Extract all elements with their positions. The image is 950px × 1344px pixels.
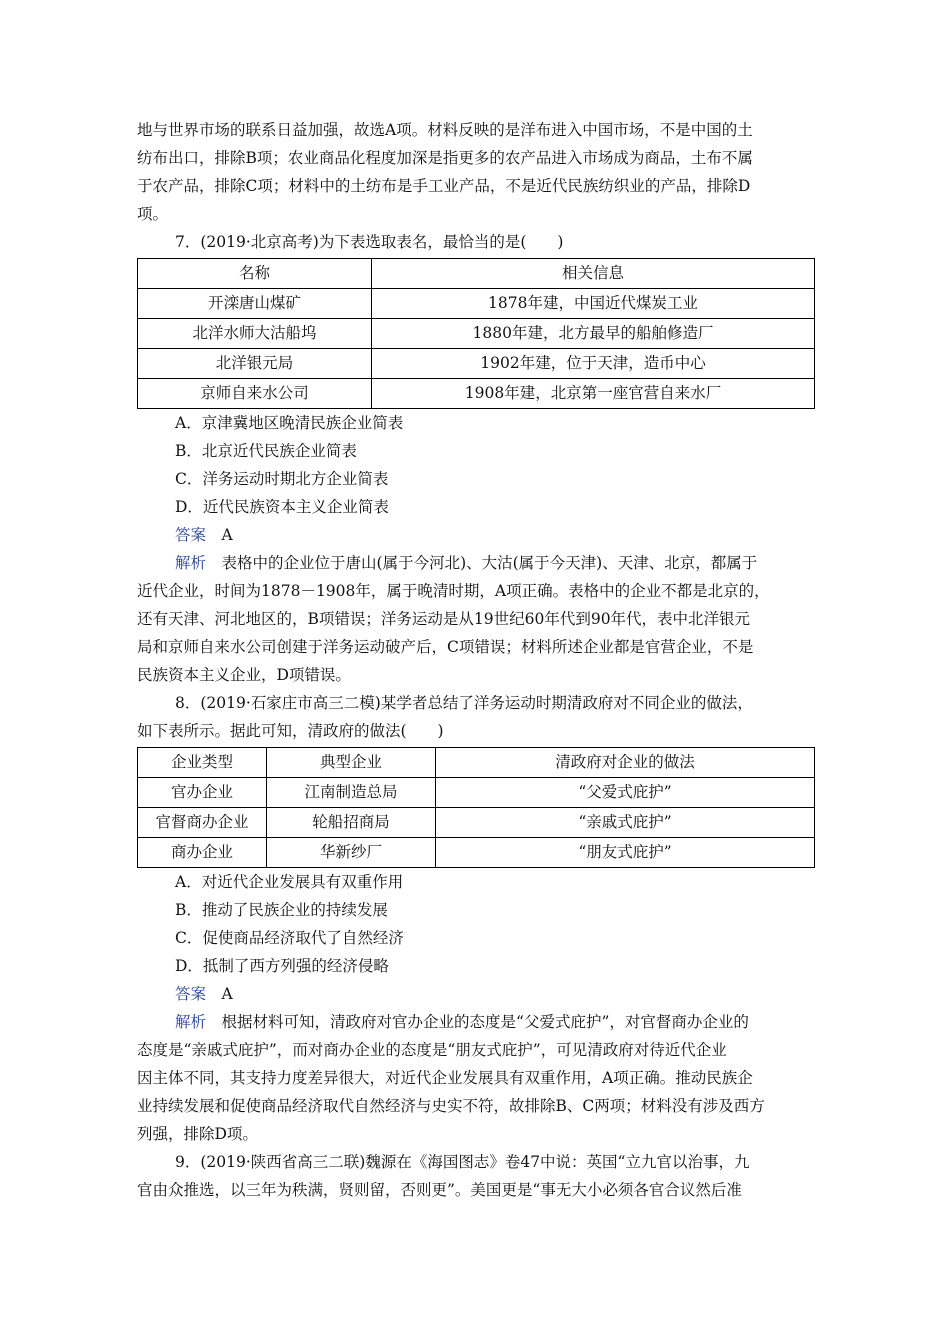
table-cell: 江南制造总局 (267, 778, 436, 808)
table-cell: 官办企业 (138, 778, 267, 808)
intro-line: 地与世界市场的联系日益加强，故选A项。材料反映的是洋布进入中国市场，不是中国的土 (137, 121, 753, 139)
answer-value: A (221, 526, 233, 544)
q8-option-a: A．对近代企业发展具有双重作用 (175, 873, 404, 891)
q7-stem: 7．(2019·北京高考)为下表选取表名，最恰当的是( ) (175, 233, 564, 251)
q8-table (137, 747, 815, 868)
table-row (138, 349, 815, 379)
q7-analysis-line: 近代企业，时间为1878－1908年，属于晚清时期，A项正确。表格中的企业不都是北京的， (137, 582, 770, 600)
table-cell: 1880年建，北方最早的船舶修造厂 (372, 319, 815, 349)
table-header-cell: 企业类型 (138, 748, 267, 778)
q9-stem: 9．(2019·陕西省高三二联)魏源在《海国图志》卷47中说：英国“立九官以治事，九 (175, 1153, 750, 1171)
q7-answer (137, 521, 815, 549)
q8-analysis-line: 态度是“亲戚式庇护”，而对商办企业的态度是“朋友式庇护”，可见清政府对待近代企业 (137, 1041, 727, 1059)
q9-stem: 官由众推选，以三年为秩满，贤则留，否则更”。美国更是“事无大小必须各官合议然后准 (137, 1181, 742, 1199)
table-header-row (138, 748, 815, 778)
table-cell: 1902年建，位于天津，造币中心 (372, 349, 815, 379)
analysis-text: 根据材料可知，清政府对官办企业的态度是“父爱式庇护”，对官督商办企业的 (221, 1013, 749, 1031)
q8-option-d: D．抵制了西方列强的经济侵略 (175, 957, 389, 975)
q8-option-c: C．促使商品经济取代了自然经济 (175, 929, 404, 947)
table-cell: 京师自来水公司 (138, 379, 372, 409)
table-header-cell: 清政府对企业的做法 (436, 748, 815, 778)
table-cell: 华新纱厂 (267, 838, 436, 868)
table-cell: “朋友式庇护” (436, 838, 815, 868)
q7-option-d: D．近代民族资本主义企业简表 (175, 498, 389, 516)
table-cell: 1878年建，中国近代煤炭工业 (372, 289, 815, 319)
q8-answer (137, 980, 815, 1008)
table-header-cell: 典型企业 (267, 748, 436, 778)
table-row (138, 319, 815, 349)
table-row (138, 838, 815, 868)
table-cell: 轮船招商局 (267, 808, 436, 838)
answer-value: A (221, 985, 233, 1003)
table-cell: “父爱式庇护” (436, 778, 815, 808)
table-row (138, 808, 815, 838)
table-cell: 北洋银元局 (138, 349, 372, 379)
q7-option-c: C．洋务运动时期北方企业简表 (175, 470, 389, 488)
q7-analysis-line (137, 549, 815, 577)
analysis-text: 表格中的企业位于唐山(属于今河北)、大沽(属于今天津)、天津、北京，都属于 (221, 554, 758, 572)
q7-analysis-line: 民族资本主义企业，D项错误。 (137, 666, 351, 684)
analysis-label: 解析 (175, 1013, 207, 1031)
table-cell: 1908年建，北京第一座官营自来水厂 (372, 379, 815, 409)
table-row (138, 778, 815, 808)
answer-label: 答案 (175, 526, 207, 544)
table-cell: “亲戚式庇护” (436, 808, 815, 838)
table-header-cell: 相关信息 (372, 259, 815, 289)
table-row (138, 379, 815, 409)
intro-line: 于农产品，排除C项；材料中的土纺布是手工业产品，不是近代民族纺织业的产品，排除D (137, 177, 751, 195)
q7-table (137, 258, 815, 409)
table-cell: 北洋水师大沽船坞 (138, 319, 372, 349)
answer-label: 答案 (175, 985, 207, 1003)
q8-option-b: B．推动了民族企业的持续发展 (175, 901, 388, 919)
q8-analysis-line: 业持续发展和促使商品经济取代自然经济与史实不符，故排除B、C两项；材料没有涉及西方 (137, 1097, 765, 1115)
q7-option-a: A．京津冀地区晚清民族企业简表 (175, 414, 404, 432)
q8-analysis-line: 因主体不同，其支持力度差异很大，对近代企业发展具有双重作用，A项正确。推动民族企 (137, 1069, 753, 1087)
table-cell: 商办企业 (138, 838, 267, 868)
q8-stem: 如下表所示。据此可知，清政府的做法( ) (137, 722, 444, 740)
table-header-row (138, 259, 815, 289)
q7-option-b: B．北京近代民族企业简表 (175, 442, 357, 460)
analysis-label: 解析 (175, 554, 207, 572)
intro-line: 项。 (137, 205, 169, 223)
table-cell: 官督商办企业 (138, 808, 267, 838)
q8-stem: 8．(2019·石家庄市高三二模)某学者总结了洋务运动时期清政府对不同企业的做法， (175, 694, 753, 712)
table-header-cell: 名称 (138, 259, 372, 289)
table-row (138, 289, 815, 319)
q7-analysis-line: 局和京师自来水公司创建于洋务运动破产后，C项错误；材料所述企业都是官营企业，不是 (137, 638, 754, 656)
q8-analysis-line (137, 1008, 815, 1036)
q7-analysis-line: 还有天津、河北地区的，B项错误；洋务运动是从19世纪60年代到90年代，表中北洋银元 (137, 610, 751, 628)
table-cell: 开滦唐山煤矿 (138, 289, 372, 319)
document-page (137, 116, 815, 1204)
q8-analysis-line: 列强，排除D项。 (137, 1125, 258, 1143)
intro-line: 纺布出口，排除B项；农业商品化程度加深是指更多的农产品进入市场成为商品，土布不属 (137, 149, 753, 167)
